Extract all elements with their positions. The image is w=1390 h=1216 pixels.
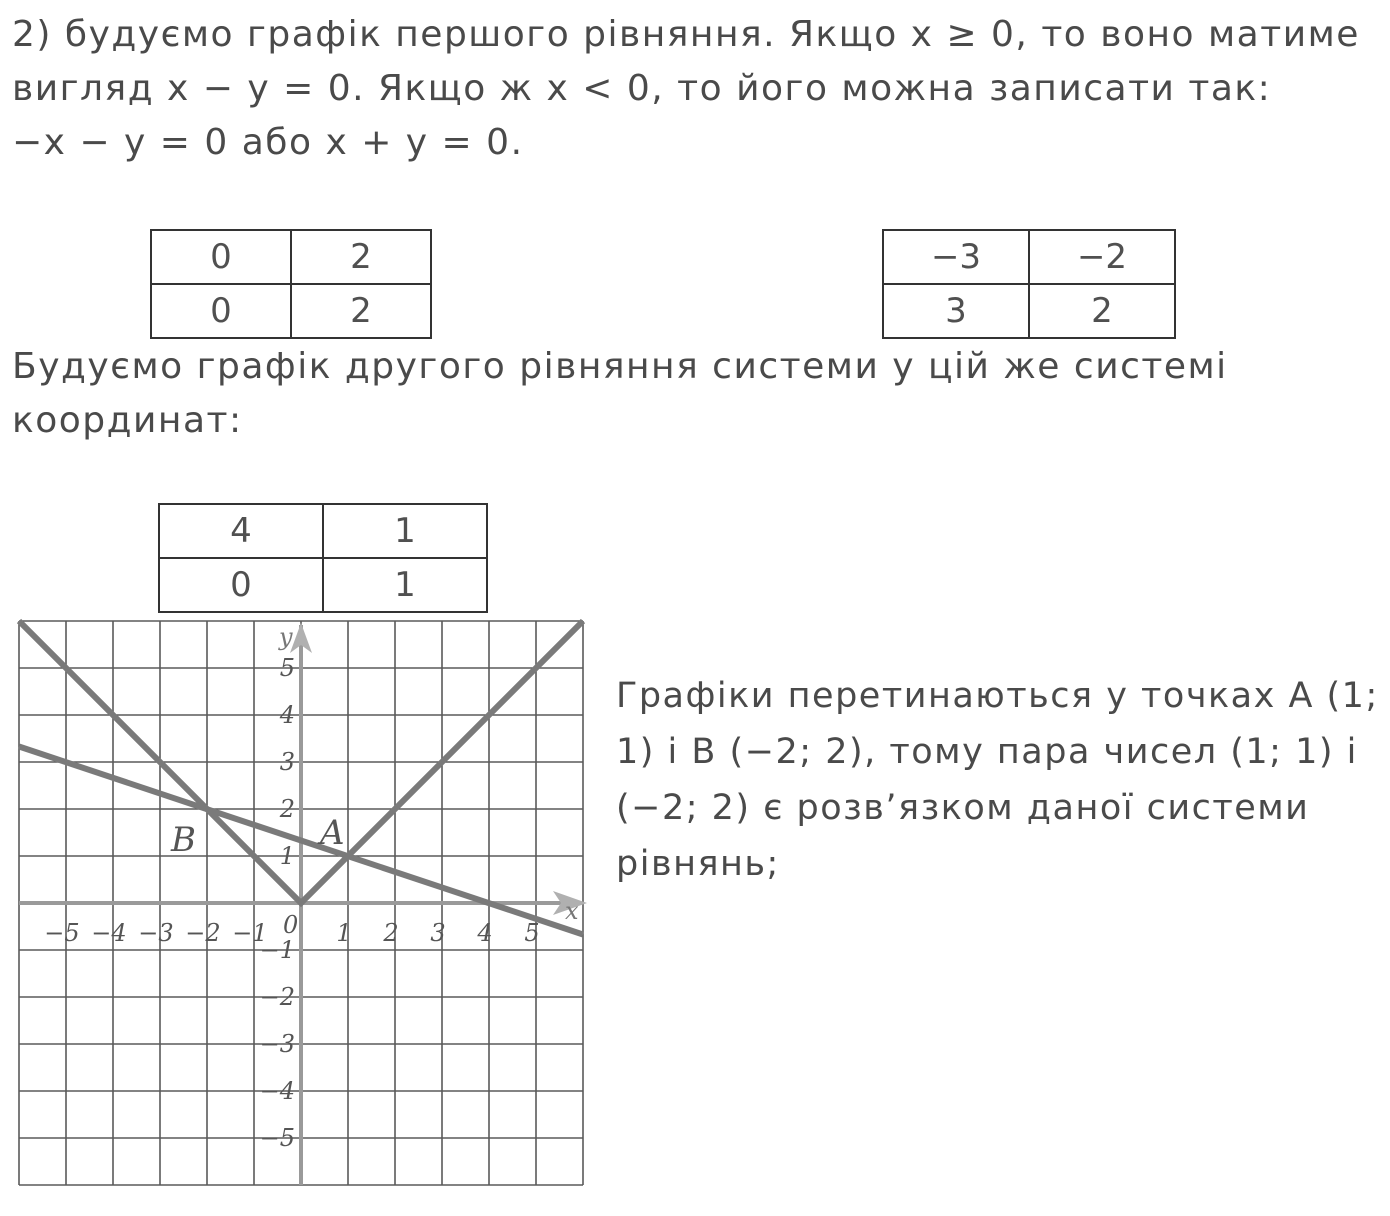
table-cell: 3 xyxy=(883,284,1029,338)
values-table-negative xyxy=(882,229,1176,339)
table-cell: −2 xyxy=(1029,230,1175,284)
intro-line: −x − y = 0 або x + y = 0. xyxy=(12,122,524,163)
y-tick-label: −5 xyxy=(259,1124,295,1152)
y-tick-label: −3 xyxy=(259,1030,295,1058)
table-cell: 2 xyxy=(291,284,431,338)
values-table-positive xyxy=(150,229,432,339)
table-cell: 4 xyxy=(159,504,323,558)
x-tick-label: −4 xyxy=(91,919,127,947)
values-table-second-equation xyxy=(158,503,488,613)
table-cell: 2 xyxy=(291,230,431,284)
x-tick-label: 4 xyxy=(477,919,493,947)
x-axis-label: x xyxy=(565,897,579,925)
x-tick-label: 1 xyxy=(336,919,352,947)
point-b-label: B xyxy=(171,820,196,860)
y-tick-label: 5 xyxy=(279,654,295,682)
conclusion-paragraph xyxy=(616,668,1379,892)
x-tick-label: −2 xyxy=(185,919,221,947)
table-cell: 0 xyxy=(151,284,291,338)
intro-line: 2) будуємо графік першого рівняння. Якщо x ≥ 0, то воно матиме xyxy=(12,14,1360,55)
y-tick-label: 4 xyxy=(279,701,295,729)
paragraph-line: 1) і B (−2; 2), тому пара чисел (1; 1) і xyxy=(616,732,1358,772)
table-cell: 2 xyxy=(1029,284,1175,338)
x-tick-label: 2 xyxy=(383,919,399,947)
table-cell: −3 xyxy=(883,230,1029,284)
paragraph-line: Графіки перетинаються у точках A (1; xyxy=(616,676,1379,716)
x-tick-label: −5 xyxy=(44,919,80,947)
y-tick-label: −4 xyxy=(259,1077,295,1105)
table-cell: 1 xyxy=(323,504,487,558)
y-tick-label: 3 xyxy=(279,748,295,776)
paragraph-line: рівнянь; xyxy=(616,844,780,884)
table-cell: 1 xyxy=(323,558,487,612)
y-axis-label: y xyxy=(279,623,293,651)
y-tick-label: 1 xyxy=(279,842,295,870)
second-equation-paragraph xyxy=(12,340,1228,448)
y-tick-label: −2 xyxy=(259,983,295,1011)
y-tick-label: 2 xyxy=(279,795,295,823)
paragraph-line: (−2; 2) є розв’язком даної системи xyxy=(616,788,1310,828)
x-tick-label: 3 xyxy=(430,919,446,947)
paragraph-line: координат: xyxy=(12,400,243,441)
coordinate-graph xyxy=(0,610,600,1200)
x-tick-label: −3 xyxy=(138,919,174,947)
x-tick-label: 5 xyxy=(524,919,540,947)
intro-line: вигляд x − y = 0. Якщо ж x < 0, то його можна записати так: xyxy=(12,68,1272,109)
x-tick-label: −1 xyxy=(232,919,268,947)
table-cell: 0 xyxy=(159,558,323,612)
intro-paragraph xyxy=(12,8,1360,170)
y-tick-label: −1 xyxy=(259,936,295,964)
origin-label: 0 xyxy=(283,911,299,939)
table-cell: 0 xyxy=(151,230,291,284)
paragraph-line: Будуємо графік другого рівняння системи у цій же системі xyxy=(12,346,1228,387)
point-a-label: A xyxy=(320,813,345,853)
